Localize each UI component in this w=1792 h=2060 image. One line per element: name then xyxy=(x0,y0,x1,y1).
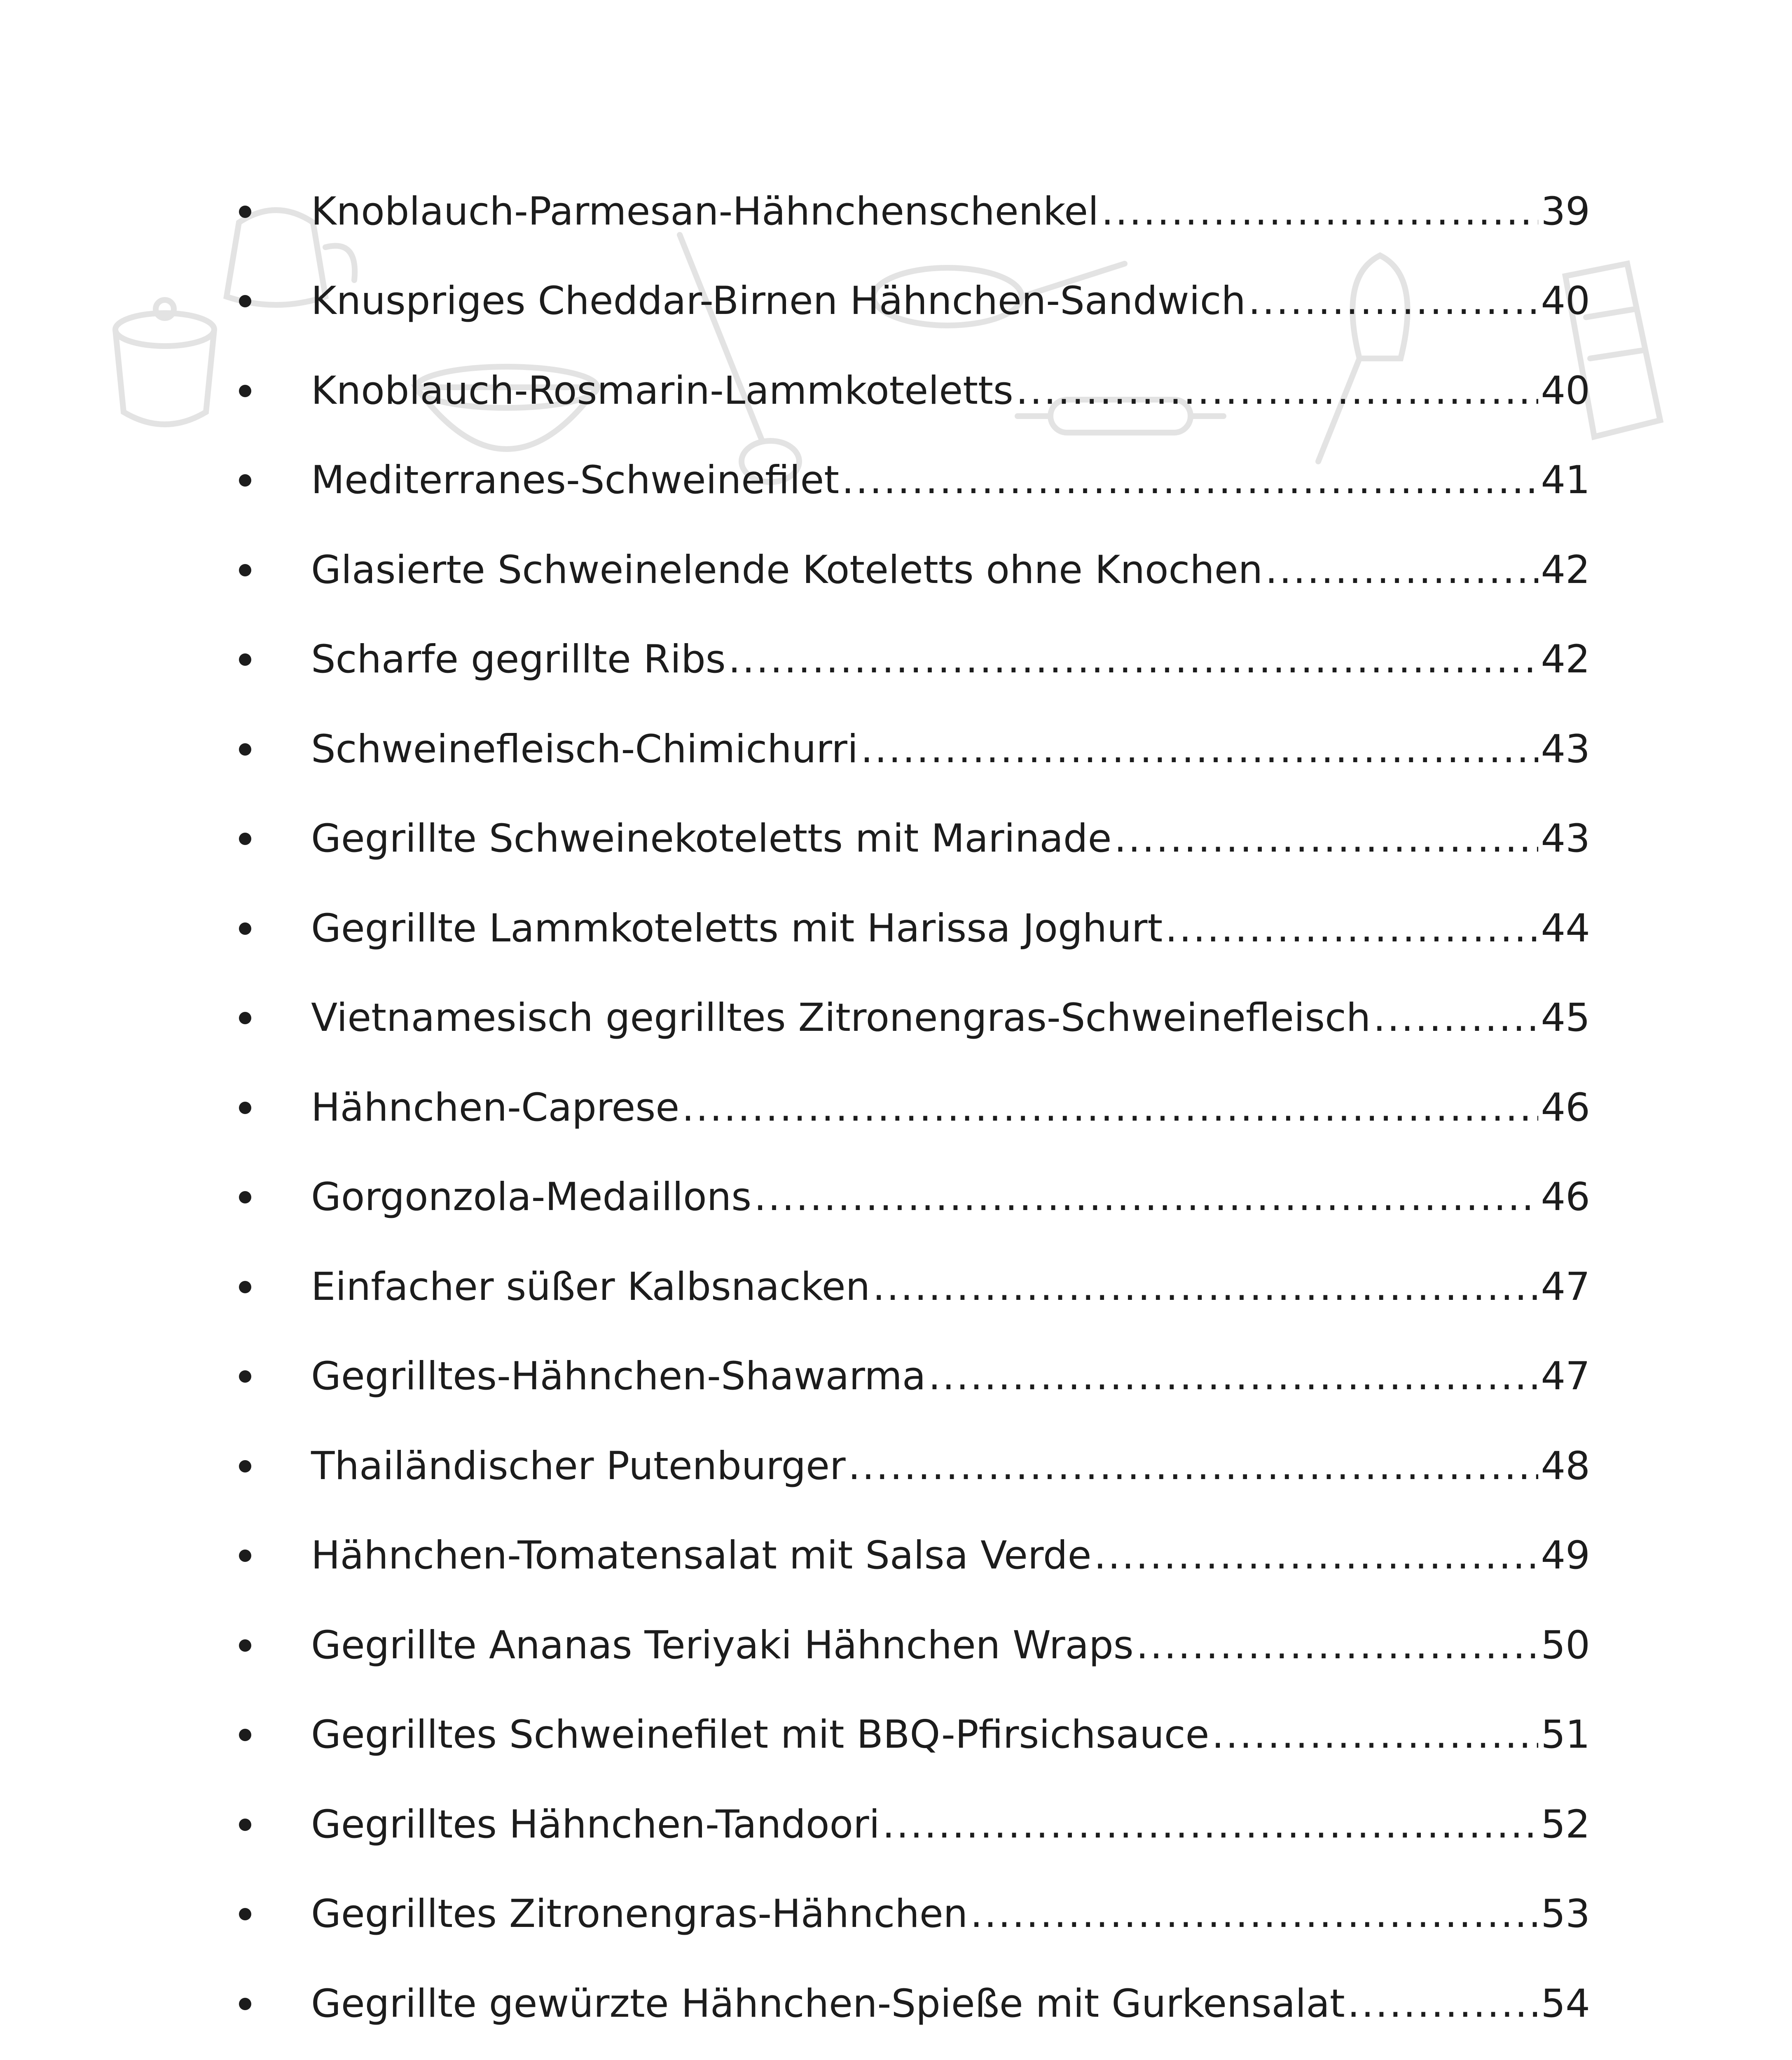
toc-entry-page: 40 xyxy=(1541,279,1590,324)
toc-entry-title: Einfacher süßer Kalbsnacken xyxy=(311,1264,870,1309)
toc-entry-page: 46 xyxy=(1541,1175,1590,1220)
toc-entry-title: Gegrilltes Schweinefilet mit BBQ-Pfirsichsauce xyxy=(311,1712,1209,1758)
toc-entry xyxy=(239,1332,1590,1422)
toc-entry xyxy=(239,1421,1590,1511)
toc-entry-title: Hähnchen-Caprese xyxy=(311,1085,680,1130)
toc-entry-link[interactable] xyxy=(311,726,1590,772)
dot-leader xyxy=(1114,819,1538,858)
toc-entry-link[interactable] xyxy=(311,1622,1590,1668)
bullet-icon xyxy=(239,1102,251,1114)
toc-entry-title: Gegrillte gewürzte Hähnchen-Spieße mit Gurkensalat xyxy=(311,1981,1345,2026)
dot-leader xyxy=(1348,1985,1539,2023)
dot-leader xyxy=(848,1447,1539,1486)
toc-entry-page: 46 xyxy=(1541,1085,1590,1130)
dot-leader xyxy=(873,1268,1538,1306)
bullet-icon xyxy=(239,564,251,576)
toc-entry-link[interactable] xyxy=(311,1264,1590,1309)
bullet-icon xyxy=(239,474,251,487)
toc-entry-link[interactable] xyxy=(311,906,1590,951)
toc-entry-link[interactable] xyxy=(311,637,1590,682)
toc-entry-title: Knoblauch-Parmesan-Hähnchenschenkel xyxy=(311,189,1099,234)
toc-entry-page: 44 xyxy=(1541,906,1590,951)
toc-entry-title: Thailändischer Putenburger xyxy=(311,1443,846,1489)
toc-entry-title: Gegrillte Lammkoteletts mit Harissa Joghurt xyxy=(311,906,1163,951)
dot-leader xyxy=(842,461,1538,500)
dot-leader xyxy=(1101,192,1538,231)
toc-entry xyxy=(239,1242,1590,1332)
dot-leader xyxy=(1265,551,1538,590)
bullet-icon xyxy=(239,743,251,756)
toc-entry-page: 43 xyxy=(1541,726,1590,772)
toc-entry xyxy=(239,615,1590,705)
toc-entry-link[interactable] xyxy=(311,1712,1590,1758)
toc-entry-page: 50 xyxy=(1541,1622,1590,1668)
dot-leader xyxy=(682,1089,1538,1127)
cooking-pot-icon xyxy=(115,300,214,424)
toc-entry-link[interactable] xyxy=(311,995,1590,1041)
bullet-icon xyxy=(239,1908,251,1920)
toc-entry-link[interactable] xyxy=(311,189,1590,234)
dot-leader xyxy=(1094,1536,1538,1575)
toc-entry xyxy=(239,1601,1590,1690)
toc-entry-title: Gegrillte Ananas Teriyaki Hähnchen Wraps xyxy=(311,1622,1134,1668)
toc-entry xyxy=(239,794,1590,884)
toc-entry-link[interactable] xyxy=(311,547,1590,592)
toc-entry xyxy=(239,1690,1590,1780)
toc-entry-link[interactable] xyxy=(311,1891,1590,1937)
toc-entry-page: 47 xyxy=(1541,1354,1590,1399)
bullet-icon xyxy=(239,1370,251,1383)
toc-entry xyxy=(239,346,1590,436)
dot-leader xyxy=(882,1805,1539,1844)
table-of-contents xyxy=(239,167,1590,2060)
toc-entry-page: 47 xyxy=(1541,1264,1590,1309)
bullet-icon xyxy=(239,206,251,218)
toc-entry-link[interactable] xyxy=(311,1354,1590,1399)
toc-entry-link[interactable] xyxy=(311,1981,1590,2026)
toc-entry-page: 54 xyxy=(1541,1981,1590,2026)
bullet-icon xyxy=(239,1191,251,1203)
toc-entry xyxy=(239,1780,1590,1870)
toc-entry-page: 43 xyxy=(1541,816,1590,861)
dot-leader xyxy=(1016,372,1538,410)
toc-entry-link[interactable] xyxy=(311,279,1590,324)
toc-entry xyxy=(239,1063,1590,1153)
toc-entry-page: 42 xyxy=(1541,637,1590,682)
toc-entry-page: 41 xyxy=(1541,458,1590,503)
toc-entry-link[interactable] xyxy=(311,1175,1590,1220)
toc-entry-link[interactable] xyxy=(311,368,1590,413)
dot-leader xyxy=(1373,999,1538,1037)
toc-entry-title: Glasierte Schweinelende Koteletts ohne Knochen xyxy=(311,547,1263,592)
toc-entry-page: 39 xyxy=(1541,189,1590,234)
bullet-icon xyxy=(239,385,251,397)
toc-entry-title: Vietnamesisch gegrilltes Zitronengras-Schweinefleisch xyxy=(311,995,1371,1041)
toc-entry-link[interactable] xyxy=(311,1443,1590,1489)
toc-entry xyxy=(239,1511,1590,1601)
toc-entry xyxy=(239,974,1590,1063)
toc-entry-link[interactable] xyxy=(311,458,1590,503)
toc-entry-page: 48 xyxy=(1541,1443,1590,1489)
bullet-icon xyxy=(239,1729,251,1741)
toc-entry-link[interactable] xyxy=(311,1802,1590,1847)
toc-entry-link[interactable] xyxy=(311,816,1590,861)
toc-entry-title: Gegrilltes Hähnchen-Tandoori xyxy=(311,1802,880,1847)
bullet-icon xyxy=(239,1819,251,1831)
toc-entry-title: Gegrillte Schweinekoteletts mit Marinade xyxy=(311,816,1112,861)
toc-entry xyxy=(239,167,1590,257)
toc-entry-title: Gorgonzola-Medaillons xyxy=(311,1175,752,1220)
toc-entry-title: Mediterranes-Schweinefilet xyxy=(311,458,840,503)
toc-entry xyxy=(239,1959,1590,2049)
bullet-icon xyxy=(239,653,251,666)
toc-entry-page: 45 xyxy=(1541,995,1590,1041)
toc-entry xyxy=(239,257,1590,346)
dot-leader xyxy=(1136,1626,1539,1665)
toc-entry-link[interactable] xyxy=(311,1085,1590,1130)
dot-leader xyxy=(861,730,1538,769)
toc-entry-page: 52 xyxy=(1541,1802,1590,1847)
bullet-icon xyxy=(239,1012,251,1024)
toc-entry-link[interactable] xyxy=(311,1533,1590,1578)
toc-entry xyxy=(239,1153,1590,1243)
dot-leader xyxy=(1165,909,1538,948)
toc-entry-title: Gegrilltes Zitronengras-Hähnchen xyxy=(311,1891,968,1937)
toc-entry-title: Knuspriges Cheddar-Birnen Hähnchen-Sandwich xyxy=(311,279,1246,324)
toc-entry-page: 53 xyxy=(1541,1891,1590,1937)
toc-entry xyxy=(239,1870,1590,1959)
toc-entry-page: 49 xyxy=(1541,1533,1590,1578)
dot-leader xyxy=(928,1357,1538,1396)
bullet-icon xyxy=(239,922,251,935)
bullet-icon xyxy=(239,1550,251,1562)
toc-entry-title: Scharfe gegrillte Ribs xyxy=(311,637,726,682)
dot-leader xyxy=(970,1895,1538,1934)
bullet-icon xyxy=(239,1998,251,2010)
toc-entry xyxy=(239,705,1590,794)
bullet-icon xyxy=(239,833,251,845)
toc-entry-page: 51 xyxy=(1541,1712,1590,1758)
toc-entry xyxy=(239,436,1590,526)
toc-entry-title: Gegrilltes-Hähnchen-Shawarma xyxy=(311,1354,926,1399)
toc-entry-title: Schweinefleisch-Chimichurri xyxy=(311,726,859,772)
dot-leader xyxy=(1248,282,1538,321)
bullet-icon xyxy=(239,1460,251,1472)
toc-entry-title: Knoblauch-Rosmarin-Lammkoteletts xyxy=(311,368,1013,413)
bullet-icon xyxy=(239,1639,251,1652)
toc-entry-title: Hähnchen-Tomatensalat mit Salsa Verde xyxy=(311,1533,1092,1578)
toc-entry-page: 42 xyxy=(1541,547,1590,592)
toc-entry-page: 40 xyxy=(1541,368,1590,413)
bullet-icon xyxy=(239,1281,251,1293)
toc-entry xyxy=(239,525,1590,615)
dot-leader xyxy=(728,640,1539,679)
dot-leader xyxy=(1212,1716,1538,1754)
toc-entry xyxy=(239,2049,1590,2060)
bullet-icon xyxy=(239,295,251,307)
toc-entry xyxy=(239,884,1590,974)
dot-leader xyxy=(754,1178,1538,1217)
